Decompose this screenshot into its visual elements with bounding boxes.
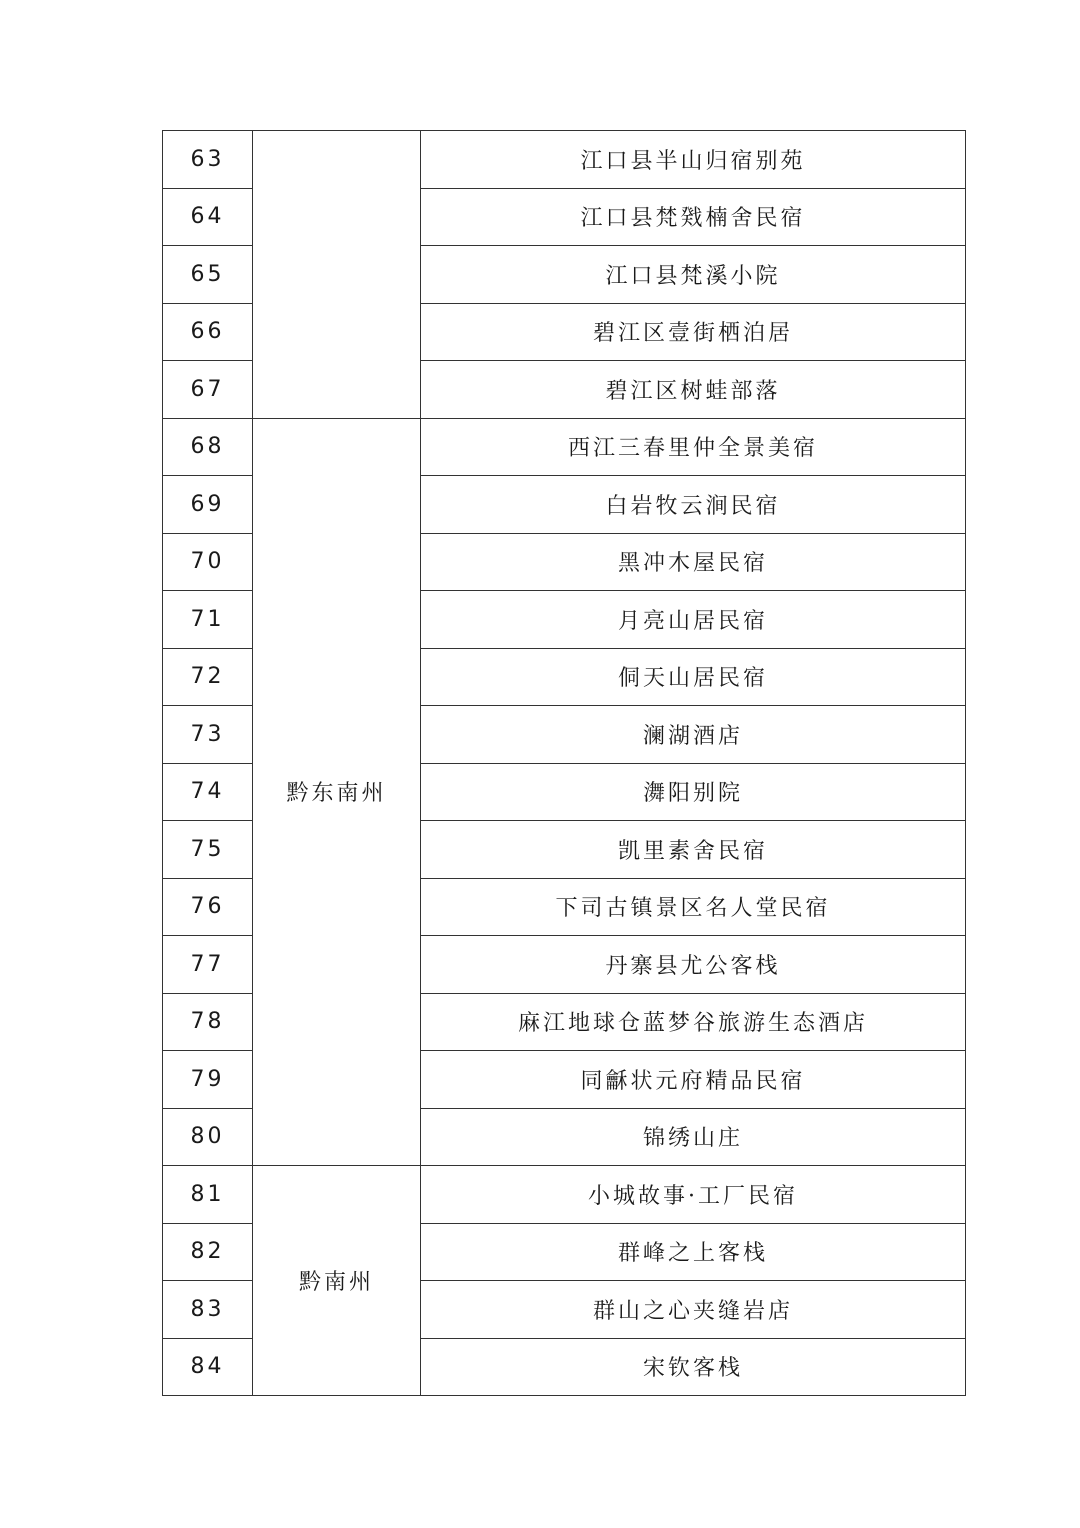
row-number: 68 [163,418,253,476]
row-number: 73 [163,706,253,764]
row-number: 80 [163,1108,253,1166]
table-row [163,1166,966,1224]
accommodation-name: 同龢状元府精品民宿 [421,1051,966,1109]
row-number: 71 [163,591,253,649]
accommodation-name: 西江三春里仲全景美宿 [421,418,966,476]
row-number: 83 [163,1281,253,1339]
accommodation-name: 江口县半山归宿别苑 [421,131,966,189]
accommodation-name: 江口县梵溪小院 [421,246,966,304]
row-number: 75 [163,821,253,879]
row-number: 84 [163,1338,253,1396]
row-number: 74 [163,763,253,821]
accommodation-name: 碧江区壹街栖泊居 [421,303,966,361]
row-number: 77 [163,936,253,994]
accommodation-name: 白岩牧云涧民宿 [421,476,966,534]
row-number: 63 [163,131,253,189]
table-row [163,418,966,476]
accommodation-name: 宋钦客栈 [421,1338,966,1396]
accommodation-name: 群峰之上客栈 [421,1223,966,1281]
row-number: 65 [163,246,253,304]
row-number: 81 [163,1166,253,1224]
row-number: 72 [163,648,253,706]
accommodation-name: 群山之心夹缝岩店 [421,1281,966,1339]
accommodation-name: 月亮山居民宿 [421,591,966,649]
accommodation-name: 下司古镇景区名人堂民宿 [421,878,966,936]
row-number: 67 [163,361,253,419]
row-number: 76 [163,878,253,936]
row-number: 82 [163,1223,253,1281]
region-cell [253,131,421,419]
accommodation-name: 黑冲木屋民宿 [421,533,966,591]
row-number: 70 [163,533,253,591]
accommodation-name: 丹寨县尤公客栈 [421,936,966,994]
accommodation-name: 凯里素舍民宿 [421,821,966,879]
accommodation-name: 小城故事·工厂民宿 [421,1166,966,1224]
row-number: 78 [163,993,253,1051]
table-row [163,131,966,189]
accommodation-name: 江口县梵戣楠舍民宿 [421,188,966,246]
row-number: 69 [163,476,253,534]
row-number: 64 [163,188,253,246]
accommodation-name: 碧江区树蛙部落 [421,361,966,419]
accommodation-name: 麻江地球仓蓝梦谷旅游生态酒店 [421,993,966,1051]
accommodation-name: 澜湖酒店 [421,706,966,764]
row-number: 66 [163,303,253,361]
accommodation-name: 侗天山居民宿 [421,648,966,706]
region-cell: 黔南州 [253,1166,421,1396]
accommodation-table [162,130,966,1396]
row-number: 79 [163,1051,253,1109]
accommodation-name: 㵲阳别院 [421,763,966,821]
region-cell: 黔东南州 [253,418,421,1166]
accommodation-name: 锦绣山庄 [421,1108,966,1166]
